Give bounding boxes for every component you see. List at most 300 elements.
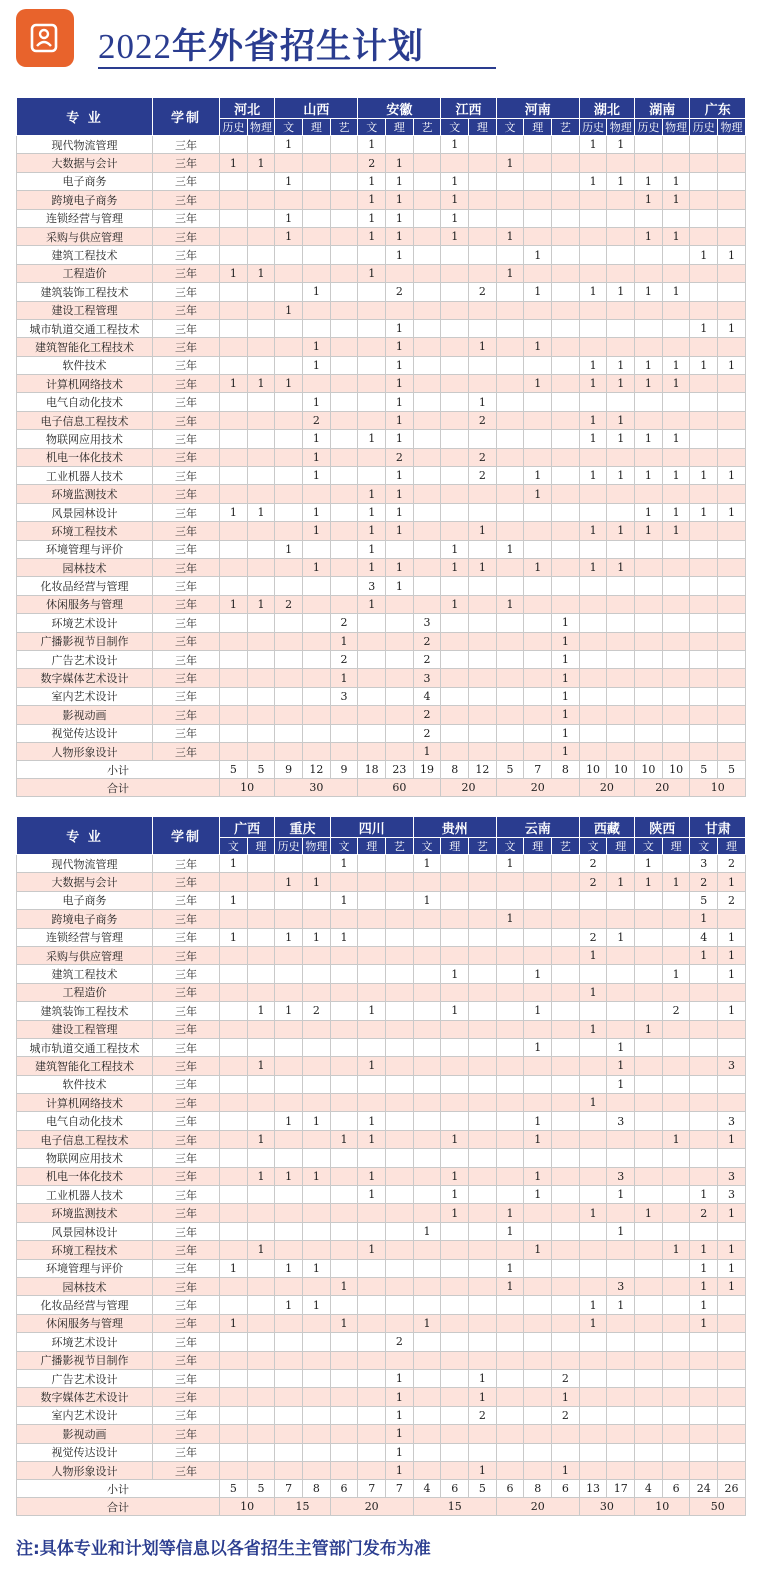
system-cell: 三年 (153, 1002, 220, 1020)
system-cell: 三年 (153, 595, 220, 613)
quota-cell (441, 1461, 469, 1479)
quota-cell (303, 540, 331, 558)
quota-cell (220, 1222, 248, 1240)
quota-cell (330, 1296, 358, 1314)
table-row (17, 873, 746, 891)
quota-cell (524, 522, 552, 540)
quota-cell: 1 (635, 356, 663, 374)
header-system: 学制 (153, 817, 220, 855)
quota-cell: 2 (303, 411, 331, 429)
quota-cell (718, 1388, 746, 1406)
quota-cell (441, 669, 469, 687)
quota-cell (247, 965, 275, 983)
quota-cell (662, 558, 690, 576)
total-cell: 10 (220, 779, 275, 797)
quota-cell: 1 (386, 558, 414, 576)
quota-cell (441, 910, 469, 928)
quota-cell (469, 632, 497, 650)
table-row (17, 283, 746, 301)
quota-cell (247, 172, 275, 190)
system-cell: 三年 (153, 1057, 220, 1075)
table-row (17, 1425, 746, 1443)
quota-cell (330, 577, 358, 595)
system-cell: 三年 (153, 1222, 220, 1240)
quota-cell (386, 983, 414, 1001)
quota-cell (718, 1149, 746, 1167)
quota-cell: 1 (441, 540, 469, 558)
major-cell: 室内艺术设计 (17, 687, 153, 705)
major-cell: 电子商务 (17, 891, 153, 909)
quota-cell (718, 669, 746, 687)
quota-cell: 1 (220, 928, 248, 946)
table-row (17, 1333, 746, 1351)
table-row (17, 1186, 746, 1204)
quota-cell: 1 (275, 172, 303, 190)
quota-cell (662, 1186, 690, 1204)
quota-cell (469, 724, 497, 742)
quota-cell (690, 485, 718, 503)
quota-cell: 1 (579, 172, 607, 190)
quota-cell (690, 1351, 718, 1369)
quota-cell (330, 1333, 358, 1351)
quota-cell (690, 724, 718, 742)
quota-cell (496, 448, 524, 466)
header-province: 安徽 (358, 98, 441, 119)
quota-cell (413, 1002, 441, 1020)
quota-cell (220, 1425, 248, 1443)
quota-cell (690, 540, 718, 558)
quota-cell (303, 1461, 331, 1479)
header-subject: 理 (662, 838, 690, 855)
quota-cell: 1 (690, 1186, 718, 1204)
quota-cell: 1 (690, 1259, 718, 1277)
quota-cell (413, 1167, 441, 1185)
quota-cell (607, 1204, 635, 1222)
quota-cell (303, 209, 331, 227)
quota-cell (441, 1038, 469, 1056)
quota-cell (607, 650, 635, 668)
quota-cell: 1 (330, 1314, 358, 1332)
header-subject: 物理 (662, 119, 690, 136)
system-cell: 三年 (153, 1149, 220, 1167)
header-major: 专 业 (17, 98, 153, 136)
quota-cell (303, 1020, 331, 1038)
quota-cell (579, 154, 607, 172)
quota-cell (579, 1333, 607, 1351)
major-cell: 环境管理与评价 (17, 1259, 153, 1277)
system-cell: 三年 (153, 448, 220, 466)
quota-cell (441, 1112, 469, 1130)
quota-cell: 1 (413, 1222, 441, 1240)
quota-cell (496, 614, 524, 632)
quota-cell (662, 485, 690, 503)
subtotal-cell: 13 (579, 1480, 607, 1498)
quota-cell (690, 983, 718, 1001)
quota-cell (552, 983, 580, 1001)
total-cell: 60 (358, 779, 441, 797)
quota-cell: 1 (635, 503, 663, 521)
quota-cell: 1 (718, 1277, 746, 1295)
quota-cell: 3 (607, 1277, 635, 1295)
quota-cell (330, 1020, 358, 1038)
quota-cell (635, 338, 663, 356)
quota-cell (330, 558, 358, 576)
quota-cell (386, 910, 414, 928)
quota-cell (413, 503, 441, 521)
major-cell: 计算机网络技术 (17, 375, 153, 393)
quota-cell: 1 (303, 393, 331, 411)
quota-cell (247, 724, 275, 742)
quota-cell (386, 1038, 414, 1056)
quota-cell (441, 448, 469, 466)
quota-cell: 1 (275, 1112, 303, 1130)
quota-cell (413, 1186, 441, 1204)
quota-cell (247, 1259, 275, 1277)
quota-cell (247, 209, 275, 227)
subtotal-cell: 18 (358, 761, 386, 779)
system-cell: 三年 (153, 1425, 220, 1443)
quota-cell (552, 430, 580, 448)
quota-cell: 1 (552, 650, 580, 668)
header-subject: 历史 (275, 838, 303, 855)
system-cell: 三年 (153, 246, 220, 264)
quota-cell (275, 1038, 303, 1056)
quota-cell (220, 283, 248, 301)
quota-cell: 1 (524, 1167, 552, 1185)
header-subject: 艺 (413, 119, 441, 136)
quota-cell (303, 1406, 331, 1424)
quota-cell (247, 448, 275, 466)
quota-cell (469, 910, 497, 928)
quota-cell (303, 650, 331, 668)
quota-cell (275, 1057, 303, 1075)
quota-cell (247, 411, 275, 429)
quota-cell (469, 1351, 497, 1369)
quota-cell: 1 (718, 246, 746, 264)
quota-cell: 1 (607, 558, 635, 576)
quota-cell (635, 1167, 663, 1185)
quota-cell (552, 1241, 580, 1259)
table-row (17, 448, 746, 466)
quota-cell (247, 393, 275, 411)
quota-cell (524, 983, 552, 1001)
quota-cell (552, 1204, 580, 1222)
quota-cell (552, 393, 580, 411)
quota-cell (662, 855, 690, 873)
system-cell: 三年 (153, 540, 220, 558)
quota-cell (441, 356, 469, 374)
quota-cell (690, 448, 718, 466)
quota-cell: 1 (330, 855, 358, 873)
quota-cell (662, 1351, 690, 1369)
quota-cell (303, 706, 331, 724)
quota-cell (635, 411, 663, 429)
major-cell: 大数据与会计 (17, 873, 153, 891)
quota-cell: 1 (496, 1204, 524, 1222)
quota-cell (247, 1369, 275, 1387)
quota-cell (469, 577, 497, 595)
profile-icon (30, 23, 60, 53)
header-subject: 理 (607, 838, 635, 855)
major-cell: 城市轨道交通工程技术 (17, 1038, 153, 1056)
table-row (17, 393, 746, 411)
quota-cell (413, 338, 441, 356)
quota-cell (552, 1020, 580, 1038)
major-cell: 广播影视节目制作 (17, 632, 153, 650)
subtotal-cell: 6 (330, 1480, 358, 1498)
quota-cell (579, 1038, 607, 1056)
quota-cell: 1 (358, 522, 386, 540)
quota-cell: 1 (690, 319, 718, 337)
quota-cell (469, 1277, 497, 1295)
quota-cell: 1 (358, 558, 386, 576)
quota-cell: 1 (386, 1369, 414, 1387)
quota-cell (552, 154, 580, 172)
quota-cell (358, 356, 386, 374)
quota-cell (524, 301, 552, 319)
quota-cell: 1 (358, 191, 386, 209)
quota-cell: 2 (579, 928, 607, 946)
quota-cell (469, 595, 497, 613)
quota-cell (469, 301, 497, 319)
system-cell: 三年 (153, 485, 220, 503)
system-cell: 三年 (153, 283, 220, 301)
quota-cell (579, 1388, 607, 1406)
quota-cell (718, 577, 746, 595)
subtotal-cell: 12 (469, 761, 497, 779)
quota-cell (718, 283, 746, 301)
header-province: 山西 (275, 98, 358, 119)
quota-cell (635, 1351, 663, 1369)
quota-cell (579, 227, 607, 245)
quota-cell (330, 430, 358, 448)
quota-cell (358, 467, 386, 485)
quota-cell (275, 1130, 303, 1148)
quota-cell (607, 209, 635, 227)
quota-cell (358, 319, 386, 337)
quota-cell (718, 136, 746, 154)
quota-cell: 2 (358, 154, 386, 172)
quota-cell (635, 1314, 663, 1332)
quota-cell (524, 1057, 552, 1075)
total-cell: 20 (496, 779, 579, 797)
quota-cell (662, 983, 690, 1001)
major-cell: 建筑工程技术 (17, 246, 153, 264)
quota-cell (247, 136, 275, 154)
quota-cell (662, 1425, 690, 1443)
quota-cell (524, 209, 552, 227)
quota-cell (718, 1296, 746, 1314)
quota-cell (303, 1333, 331, 1351)
major-cell: 环境监测技术 (17, 485, 153, 503)
quota-cell (386, 855, 414, 873)
quota-cell (552, 1094, 580, 1112)
quota-cell (441, 742, 469, 760)
quota-cell: 1 (441, 172, 469, 190)
quota-cell: 1 (662, 1130, 690, 1148)
quota-cell (275, 577, 303, 595)
subtotal-cell: 17 (607, 1480, 635, 1498)
quota-cell: 1 (635, 375, 663, 393)
quota-cell (220, 650, 248, 668)
table-row (17, 338, 746, 356)
quota-cell (247, 983, 275, 1001)
quota-cell (358, 283, 386, 301)
major-cell: 化妆品经营与管理 (17, 577, 153, 595)
header-subject: 理 (247, 838, 275, 855)
quota-cell (469, 965, 497, 983)
quota-cell (662, 301, 690, 319)
title-underline (98, 67, 496, 69)
quota-cell: 1 (303, 283, 331, 301)
quota-cell (220, 246, 248, 264)
quota-cell (690, 965, 718, 983)
quota-cell: 2 (718, 855, 746, 873)
quota-cell: 1 (275, 1002, 303, 1020)
quota-cell (247, 1277, 275, 1295)
header-province: 河北 (220, 98, 275, 119)
quota-cell (662, 724, 690, 742)
quota-cell (358, 1020, 386, 1038)
quota-cell (303, 855, 331, 873)
major-cell: 园林技术 (17, 1277, 153, 1295)
subtotal-row (17, 761, 746, 779)
header-province: 重庆 (275, 817, 330, 838)
quota-cell (469, 430, 497, 448)
quota-cell (552, 136, 580, 154)
quota-cell (220, 614, 248, 632)
quota-cell: 1 (358, 172, 386, 190)
quota-cell (413, 356, 441, 374)
quota-cell (607, 1388, 635, 1406)
quota-cell (635, 632, 663, 650)
quota-cell: 1 (662, 965, 690, 983)
quota-cell (469, 706, 497, 724)
quota-cell (386, 301, 414, 319)
quota-cell: 1 (662, 283, 690, 301)
subtotal-cell: 10 (635, 761, 663, 779)
quota-cell (303, 1351, 331, 1369)
quota-cell (247, 1388, 275, 1406)
system-cell: 三年 (153, 1020, 220, 1038)
quota-cell: 1 (303, 558, 331, 576)
major-cell: 人物形象设计 (17, 1461, 153, 1479)
quota-cell (247, 650, 275, 668)
quota-cell (358, 1204, 386, 1222)
quota-cell (662, 1075, 690, 1093)
quota-cell: 1 (330, 928, 358, 946)
quota-cell: 2 (579, 873, 607, 891)
quota-cell: 1 (662, 503, 690, 521)
quota-cell (358, 1094, 386, 1112)
quota-cell (690, 136, 718, 154)
quota-cell: 1 (690, 1241, 718, 1259)
header-province: 贵州 (413, 817, 496, 838)
quota-cell (413, 910, 441, 928)
quota-cell (579, 1443, 607, 1461)
subtotal-cell: 7 (275, 1480, 303, 1498)
quota-cell (662, 687, 690, 705)
quota-cell (303, 891, 331, 909)
quota-cell (358, 1425, 386, 1443)
quota-cell (441, 1020, 469, 1038)
quota-cell (220, 227, 248, 245)
quota-cell: 1 (220, 1314, 248, 1332)
quota-cell (386, 1259, 414, 1277)
major-cell: 建筑智能化工程技术 (17, 338, 153, 356)
quota-cell (220, 301, 248, 319)
quota-cell (524, 319, 552, 337)
system-cell: 三年 (153, 873, 220, 891)
quota-cell (496, 669, 524, 687)
quota-cell (469, 928, 497, 946)
quota-cell (496, 136, 524, 154)
quota-cell: 1 (607, 136, 635, 154)
quota-cell: 1 (552, 632, 580, 650)
quota-cell (358, 1149, 386, 1167)
table-row (17, 1277, 746, 1295)
major-cell: 大数据与会计 (17, 154, 153, 172)
header-subject: 艺 (330, 119, 358, 136)
quota-cell (303, 191, 331, 209)
header-subject: 文 (220, 838, 248, 855)
quota-cell (552, 191, 580, 209)
quota-cell: 1 (386, 227, 414, 245)
quota-cell: 1 (552, 687, 580, 705)
quota-cell: 1 (579, 1020, 607, 1038)
quota-cell: 1 (220, 595, 248, 613)
quota-cell (496, 1094, 524, 1112)
major-cell: 连锁经营与管理 (17, 928, 153, 946)
quota-cell: 3 (718, 1057, 746, 1075)
quota-cell (220, 724, 248, 742)
major-cell: 电子信息工程技术 (17, 411, 153, 429)
quota-cell (441, 928, 469, 946)
quota-cell (358, 983, 386, 1001)
major-cell: 环境监测技术 (17, 1204, 153, 1222)
quota-cell (386, 1075, 414, 1093)
quota-cell (386, 1057, 414, 1075)
quota-cell: 1 (607, 430, 635, 448)
quota-cell (662, 1296, 690, 1314)
quota-cell (718, 706, 746, 724)
quota-cell (413, 467, 441, 485)
quota-cell (303, 983, 331, 1001)
quota-cell (358, 411, 386, 429)
quota-cell (635, 650, 663, 668)
quota-cell (607, 724, 635, 742)
quota-cell (275, 485, 303, 503)
quota-cell: 1 (303, 873, 331, 891)
quota-cell: 1 (220, 375, 248, 393)
system-cell: 三年 (153, 191, 220, 209)
quota-cell: 1 (635, 855, 663, 873)
quota-cell: 1 (386, 393, 414, 411)
quota-cell (330, 1002, 358, 1020)
quota-cell (413, 965, 441, 983)
table-row (17, 1075, 746, 1093)
quota-cell: 1 (607, 411, 635, 429)
quota-cell (275, 1241, 303, 1259)
subtotal-cell: 5 (220, 1480, 248, 1498)
quota-cell (607, 1333, 635, 1351)
table-row (17, 191, 746, 209)
quota-cell (635, 910, 663, 928)
quota-cell (524, 1296, 552, 1314)
quota-cell (635, 1241, 663, 1259)
quota-cell (662, 614, 690, 632)
quota-cell (220, 632, 248, 650)
